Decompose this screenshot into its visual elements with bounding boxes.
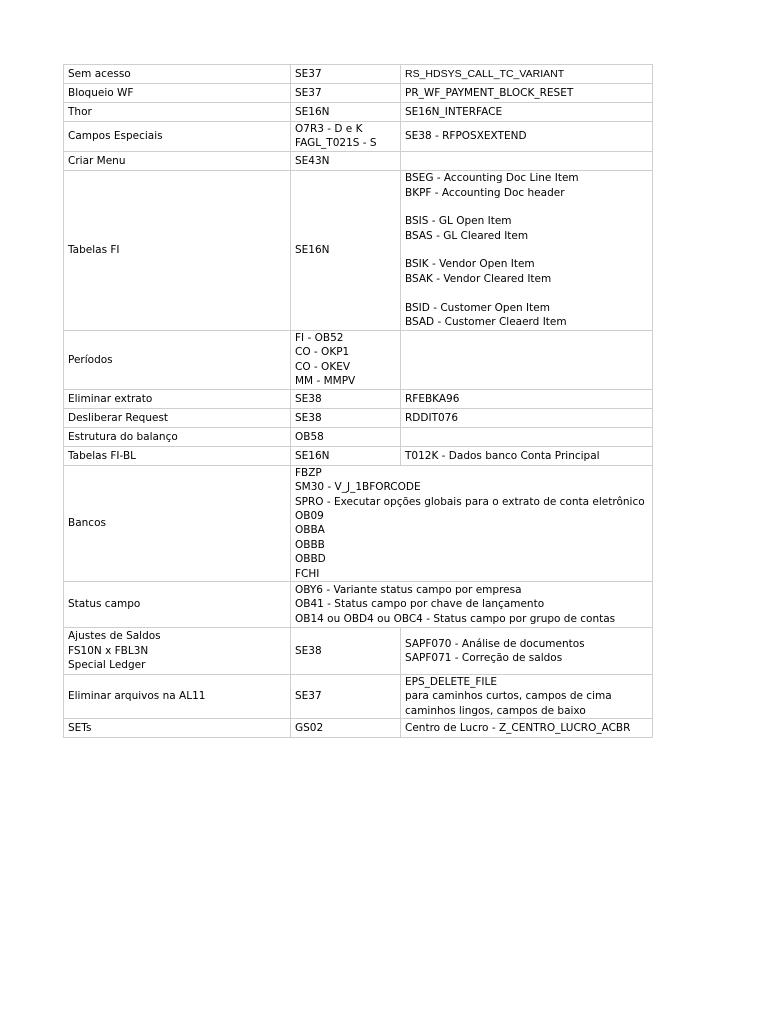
- cell-line: SETs: [68, 721, 92, 734]
- cell-line: Períodos: [68, 353, 113, 366]
- details-cell: [401, 389, 653, 408]
- cell-line: SAPF071 - Correção de saldos: [405, 651, 563, 664]
- details-cell: [401, 446, 653, 465]
- transaction-cell: [291, 151, 401, 170]
- cell-line: CO - OKP1: [295, 346, 350, 359]
- table-row: [64, 627, 653, 674]
- description-cell: [64, 446, 291, 465]
- cell-line: FCHI: [295, 567, 320, 580]
- description-cell: [64, 719, 291, 738]
- cell-line: Campos Especiais: [68, 130, 163, 143]
- table-row: [64, 408, 653, 427]
- blank-line: [405, 200, 648, 214]
- cell-line: OB41 - Status campo por chave de lançamento: [295, 598, 545, 611]
- cell-line: Tabelas FI: [68, 244, 120, 257]
- cell-line: BSAK - Vendor Cleared Item: [405, 272, 552, 285]
- cell-line: SE38 - RFPOSXEXTEND: [405, 130, 527, 143]
- table-row: [64, 674, 653, 718]
- table-row: [64, 65, 653, 84]
- details-cell: [401, 408, 653, 427]
- cell-line: BSIS - GL Open Item: [405, 215, 512, 228]
- description-cell: [64, 465, 291, 581]
- sap-transactions-table: [63, 64, 653, 738]
- cell-line: Special Ledger: [68, 659, 146, 672]
- cell-line: OB14 ou OBD4 ou OBC4 - Status campo por grupo de contas: [295, 612, 616, 625]
- cell-line: OBBD: [295, 553, 326, 566]
- cell-line: Criar Menu: [68, 154, 126, 167]
- transaction-cell: [291, 330, 401, 389]
- transaction-cell: [291, 389, 401, 408]
- table-row: [64, 581, 653, 627]
- cell-line: SE16N_INTERFACE: [405, 105, 503, 118]
- cell-line: Centro de Lucro - Z_CENTRO_LUCRO_ACBR: [405, 721, 631, 734]
- transaction-cell: [291, 103, 401, 122]
- table-row: [64, 151, 653, 170]
- table-row: [64, 84, 653, 103]
- table-row: [64, 446, 653, 465]
- cell-line: EPS_DELETE_FILE: [405, 675, 498, 688]
- description-cell: [64, 330, 291, 389]
- description-cell: [64, 170, 291, 330]
- table-row: [64, 170, 653, 330]
- cell-line: OBBA: [295, 524, 325, 537]
- transaction-cell: [291, 408, 401, 427]
- cell-line: SE38: [295, 411, 322, 424]
- description-cell: [64, 674, 291, 718]
- table-row: [64, 330, 653, 389]
- cell-line: BSEG - Accounting Doc Line Item: [405, 172, 579, 185]
- details-cell: [401, 627, 653, 674]
- cell-line: GS02: [295, 721, 324, 734]
- transaction-details-cell: [291, 465, 653, 581]
- cell-line: OBBB: [295, 538, 325, 551]
- cell-line: Eliminar arquivos na AL11: [68, 690, 206, 703]
- cell-line: SM30 - V_J_1BFORCODE: [295, 481, 421, 494]
- table-row: [64, 427, 653, 446]
- cell-line: FS10N x FBL3N: [68, 644, 149, 657]
- cell-line: RS_HDSYS_CALL_TC_VARIANT: [405, 67, 565, 80]
- cell-line: FAGL_T021S - S: [295, 137, 377, 150]
- transaction-cell: [291, 84, 401, 103]
- cell-line: PR_WF_PAYMENT_BLOCK_RESET: [405, 86, 574, 99]
- transaction-cell: [291, 65, 401, 84]
- transaction-details-cell: [291, 581, 653, 627]
- description-cell: [64, 151, 291, 170]
- cell-line: OB09: [295, 509, 324, 522]
- cell-line: SE37: [295, 67, 322, 80]
- cell-line: Sem acesso: [68, 67, 131, 80]
- cell-line: Desliberar Request: [68, 411, 169, 424]
- cell-line: BKPF - Accounting Doc header: [405, 186, 565, 199]
- cell-line: SE37: [295, 86, 322, 99]
- details-cell: [401, 330, 653, 389]
- description-cell: [64, 84, 291, 103]
- cell-line: Ajustes de Saldos: [68, 630, 161, 643]
- cell-line: RDDIT076: [405, 411, 459, 424]
- table-row: [64, 465, 653, 581]
- cell-line: caminhos lingos, campos de baixo: [405, 704, 586, 717]
- cell-line: SE16N: [295, 244, 330, 257]
- details-cell: [401, 84, 653, 103]
- description-cell: [64, 103, 291, 122]
- cell-line: CO - OKEV: [295, 360, 351, 373]
- table-row: [64, 719, 653, 738]
- cell-line: SE43N: [295, 154, 330, 167]
- description-cell: [64, 122, 291, 152]
- cell-line: para caminhos curtos, campos de cima: [405, 690, 612, 703]
- details-cell: [401, 170, 653, 330]
- description-cell: [64, 65, 291, 84]
- table-row: [64, 389, 653, 408]
- description-cell: [64, 581, 291, 627]
- transaction-cell: [291, 719, 401, 738]
- details-cell: [401, 719, 653, 738]
- cell-line: SE37: [295, 690, 322, 703]
- description-cell: [64, 408, 291, 427]
- cell-line: Status campo: [68, 598, 141, 611]
- cell-line: Estrutura do balanço: [68, 430, 178, 443]
- cell-line: O7R3 - D e K: [295, 123, 363, 135]
- cell-line: FI - OB52: [295, 332, 344, 344]
- cell-line: Thor: [68, 105, 92, 118]
- cell-line: Eliminar extrato: [68, 392, 153, 405]
- details-cell: [401, 103, 653, 122]
- cell-line: BSAS - GL Cleared Item: [405, 229, 529, 242]
- cell-line: Bloqueio WF: [68, 86, 134, 99]
- transaction-cell: [291, 627, 401, 674]
- cell-line: Tabelas FI-BL: [68, 449, 136, 462]
- cell-line: OBY6 - Variante status campo por empresa: [295, 583, 522, 596]
- table-row: [64, 122, 653, 152]
- cell-line: SE16N: [295, 105, 330, 118]
- cell-line: T012K - Dados banco Conta Principal: [405, 449, 600, 462]
- transaction-cell: [291, 674, 401, 718]
- transaction-cell: [291, 446, 401, 465]
- table-row: [64, 103, 653, 122]
- description-cell: [64, 427, 291, 446]
- cell-line: MM - MMPV: [295, 375, 356, 388]
- description-cell: [64, 627, 291, 674]
- cell-line: Bancos: [68, 517, 106, 530]
- cell-line: SPRO - Executar opções globais para o extrato de conta eletrônico: [295, 495, 645, 508]
- cell-line: BSID - Customer Open Item: [405, 301, 550, 314]
- cell-line: BSAD - Customer Cleaerd Item: [405, 316, 567, 329]
- blank-line: [405, 243, 648, 257]
- cell-line: FBZP: [295, 466, 322, 479]
- blank-line: [405, 286, 648, 300]
- transaction-cell: [291, 427, 401, 446]
- transaction-cell: [291, 122, 401, 152]
- cell-line: SE38: [295, 392, 322, 405]
- details-cell: [401, 674, 653, 718]
- cell-line: SAPF070 - Análise de documentos: [405, 637, 585, 650]
- details-cell: [401, 151, 653, 170]
- cell-line: RFEBKA96: [405, 392, 460, 405]
- cell-line: SE38: [295, 644, 322, 657]
- description-cell: [64, 389, 291, 408]
- details-cell: [401, 65, 653, 84]
- details-cell: [401, 122, 653, 152]
- cell-line: BSIK - Vendor Open Item: [405, 258, 535, 271]
- cell-line: SE16N: [295, 449, 330, 462]
- details-cell: [401, 427, 653, 446]
- cell-line: OB58: [295, 430, 324, 443]
- transaction-cell: [291, 170, 401, 330]
